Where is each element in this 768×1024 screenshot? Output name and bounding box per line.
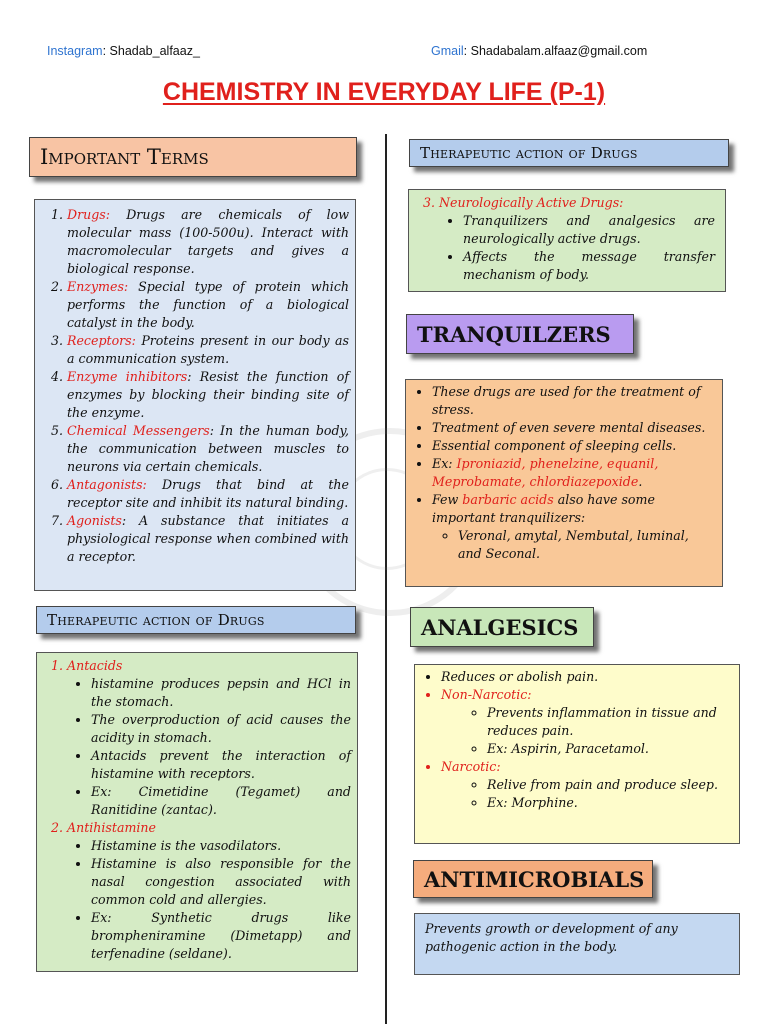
terms-list bbox=[35, 200, 355, 566]
antacids-item: 1. Antacids • histamine produces pepsin and HCl in the stomach. • The overproduction of acid causes the acidity in stomach. • Antacids prevent the interaction of histamine with receptors. • Ex: Cimetidine (Tegamet) and Ranitidine (zantac). bbox=[67, 657, 357, 819]
tranquilizer-point: • Ex: Iproniazid, phenelzine, equanil, Meprobamate, chlordiazepoxide. bbox=[432, 455, 714, 491]
analgesic-point: • Reduces or abolish pain. bbox=[441, 668, 731, 686]
therapeutic-left-box bbox=[36, 652, 358, 972]
instagram-handle: : Shadab_alfaaz_ bbox=[102, 44, 200, 58]
tranquilizers-header: TRANQUILZERS bbox=[406, 314, 634, 354]
antihistamine-point: • Histamine is also responsible for the nasal congestion associated with common cold and allergies. bbox=[91, 855, 351, 909]
term-item: 2. Enzymes: Special type of protein which performs the function of a biological catalyst in the body. bbox=[67, 278, 349, 332]
tranquilizer-point: • Treatment of even severe mental diseases. bbox=[432, 419, 714, 437]
non-narcotic-point: ◦ Ex: Aspirin, Paracetamol. bbox=[487, 740, 731, 758]
antimicrobials-header: ANTIMICROBIALS bbox=[413, 860, 653, 898]
tranquilizer-point: • Essential component of sleeping cells. bbox=[432, 437, 714, 455]
antacid-point: • Antacids prevent the interaction of histamine with receptors. bbox=[91, 747, 351, 783]
analgesics-list bbox=[415, 668, 739, 812]
instagram-contact bbox=[47, 44, 200, 58]
antihistamine-point: • Ex: Synthetic drugs like brompheniramine (Dimetapp) and terfenadine (seldane). bbox=[91, 909, 351, 963]
page-title: CHEMISTRY IN EVERYDAY LIFE (P-1) bbox=[162, 78, 606, 106]
gmail-address: : Shadabalam.alfaaz@gmail.com bbox=[463, 44, 648, 58]
important-terms-header: Important Terms bbox=[29, 137, 357, 177]
antimicrobials-text: Prevents growth or development of any pathogenic action in the body. bbox=[425, 921, 678, 954]
neuro-item: 3. Neurologically Active Drugs: • Tranquilizers and analgesics are neurologically active drugs. • Affects the message transfer mechanism of body. bbox=[439, 194, 725, 284]
term-item: 1. Drugs: Drugs are chemicals of low molecular mass (100-500u). Interact with macromolecular targets and gives a biological response. bbox=[67, 206, 349, 278]
neuro-point: • Tranquilizers and analgesics are neurologically active drugs. bbox=[463, 212, 715, 248]
antacid-point: • Ex: Cimetidine (Tegamet) and Ranitidine (zantac). bbox=[91, 783, 351, 819]
antacid-point: • histamine produces pepsin and HCl in the stomach. bbox=[91, 675, 351, 711]
important-terms-box bbox=[34, 199, 356, 591]
analgesics-header: ANALGESICS bbox=[410, 607, 594, 647]
tranquilizer-subpoint: ◦ Veronal, amytal, Nembutal, luminal, and Seconal. bbox=[458, 527, 714, 563]
antimicrobials-box bbox=[414, 913, 740, 975]
term-item: 7. Agonists: A substance that initiates a physiological response when combined with a receptor. bbox=[67, 512, 349, 566]
tranquilizer-point: • Few barbaric acids also have some important tranquilizers: ◦ Veronal, amytal, Nembutal, luminal, and Seconal. bbox=[432, 491, 714, 563]
term-item: 4. Enzyme inhibitors: Resist the function of enzymes by blocking their binding site of the enzyme. bbox=[67, 368, 349, 422]
term-item: 5. Chemical Messengers: In the human body, the communication between muscles to neurons via certain chemicals. bbox=[67, 422, 349, 476]
antacid-point: • The overproduction of acid causes the acidity in stomach. bbox=[91, 711, 351, 747]
gmail-label: Gmail bbox=[431, 44, 464, 58]
gmail-contact bbox=[431, 44, 647, 58]
tranquilizers-box bbox=[405, 379, 723, 587]
antihistamine-item: 2. Antihistamine • Histamine is the vasodilators. • Histamine is also responsible for the nasal congestion associated with common cold and allergies. • Ex: Synthetic drugs like brompheniramine (Dimetapp) and terfenadine (seldane). bbox=[67, 819, 357, 963]
narcotic-point: ◦ Relive from pain and produce sleep. bbox=[487, 776, 731, 794]
therapeutic-right-box bbox=[408, 189, 726, 292]
tranquilizer-point: • These drugs are used for the treatment of stress. bbox=[432, 383, 714, 419]
term-item: 6. Antagonists: Drugs that bind at the receptor site and inhibit its natural binding. bbox=[67, 476, 349, 512]
therapeutic-left-header: Therapeutic action of Drugs bbox=[36, 606, 356, 634]
drug-classes-list bbox=[37, 657, 357, 963]
antihistamine-point: • Histamine is the vasodilators. bbox=[91, 837, 351, 855]
analgesics-box bbox=[414, 664, 740, 844]
therapeutic-right-header: Therapeutic action of Drugs bbox=[409, 139, 729, 167]
non-narcotic-item: • Non-Narcotic: ◦ Prevents inflammation in tissue and reduces pain. ◦ Ex: Aspirin, Paracetamol. bbox=[441, 686, 731, 758]
non-narcotic-point: ◦ Prevents inflammation in tissue and reduces pain. bbox=[487, 704, 731, 740]
term-item: 3. Receptors: Proteins present in our body as a communication system. bbox=[67, 332, 349, 368]
tranquilizers-list bbox=[406, 383, 722, 563]
instagram-label: Instagram bbox=[47, 44, 103, 58]
neuro-point: • Affects the message transfer mechanism of body. bbox=[463, 248, 715, 284]
narcotic-item: • Narcotic: ◦ Relive from pain and produce sleep. ◦ Ex: Morphine. bbox=[441, 758, 731, 812]
narcotic-point: ◦ Ex: Morphine. bbox=[487, 794, 731, 812]
neuro-list bbox=[409, 194, 725, 284]
